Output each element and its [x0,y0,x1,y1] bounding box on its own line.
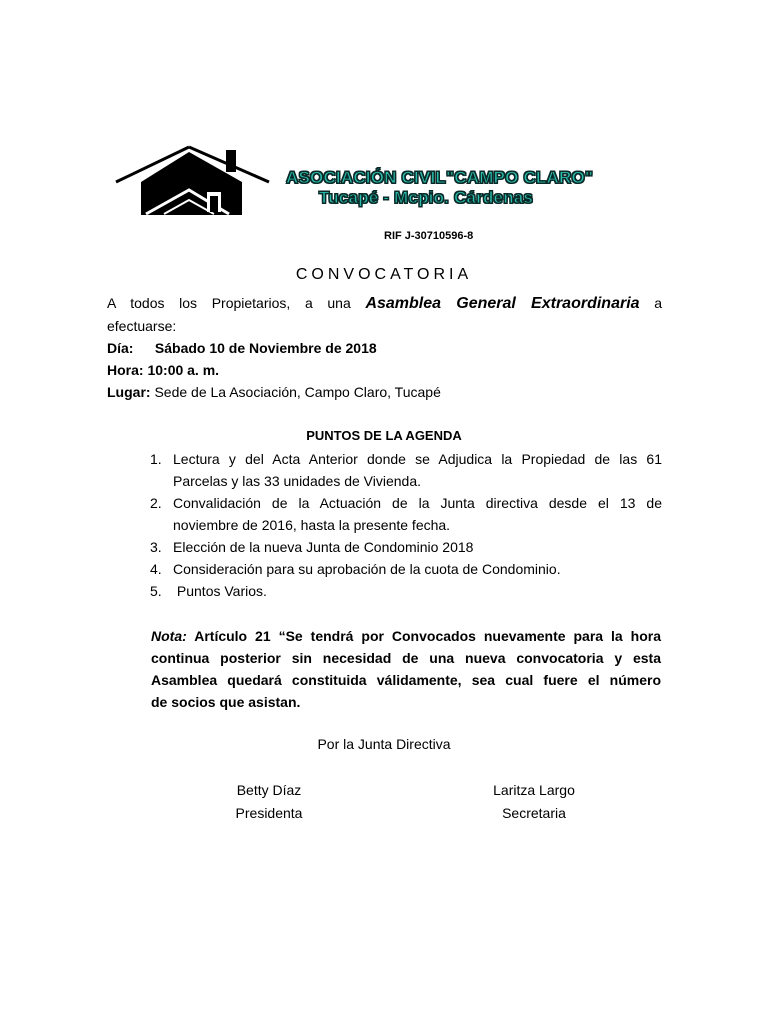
note-line-1 [151,625,661,647]
intro-line-2: efectuarse: [107,318,177,334]
note-line-4: de socios que asistan. [151,694,301,710]
agenda-title: PUNTOS DE LA AGENDA [306,428,462,443]
signatory-name: Laritza Largo [493,782,575,798]
signature-president [169,779,369,825]
agenda-item [150,536,662,558]
rif-number: RIF J-30710596-8 [384,230,474,242]
agenda-item-text: Lectura y del Acta Anterior donde se Adjudica la Propiedad de las 61 [173,451,662,467]
agenda-item [150,492,662,536]
agenda-item-text: Consideración para su aprobación de la cuota de Condominio. [173,561,561,577]
time-label: Hora: [107,362,144,378]
org-name-line-2: Tucapé - Mcpio. Cárdenas [318,188,534,207]
date-value: Sábado 10 de Noviembre de 2018 [154,340,377,356]
organization-name [286,168,594,208]
note-label: Nota: [151,628,187,644]
place-row [107,381,662,403]
signatory-name: Betty Díaz [236,782,302,798]
agenda-item-text: Parcelas y las 33 unidades de Vivienda. [173,473,422,489]
agenda-item-text: Puntos Varios. [173,583,267,599]
intro-post: a [654,295,663,311]
agenda-item-number: 2. [150,495,162,511]
agenda-item [150,448,662,492]
org-name-line-1: ASOCIACIÓN CIVIL"CAMPO CLARO" [286,168,594,187]
agenda-item [150,558,662,580]
house-logo [114,144,274,218]
date-label: Día: [107,340,134,356]
time-row [107,359,662,381]
agenda-item [150,580,662,602]
agenda-item-text: noviembre de 2016, hasta la presente fecha. [173,517,451,533]
place-value: Sede de La Asociación, Campo Claro, Tucapé [154,384,441,400]
intro-line-1 [107,292,662,315]
date-row [107,337,662,359]
time-value: 10:00 a. m. [147,362,220,378]
agenda-list [150,448,662,602]
agenda-item-number: 1. [150,451,162,467]
note-line-3: Asamblea quedará constituida válidamente, sea cual fuere el número [151,672,661,688]
document-title: CONVOCATORIA [295,266,473,283]
agenda-item-text: Elección de la nueva Junta de Condominio 2018 [173,539,474,555]
signoff: Por la Junta Directiva [317,736,451,752]
intro-pre: A todos los Propietarios, a una [107,295,351,311]
agenda-item-number: 4. [150,561,162,577]
agenda-item-text: Convalidación de la Actuación de la Junta directiva desde el 13 de [173,495,662,511]
assembly-type: Asamblea General Extraordinaria [365,295,640,312]
note-text: Artículo 21 “Se tendrá por Convocados nuevamente para la hora [194,628,661,644]
signatory-role: Presidenta [235,805,303,821]
agenda-item-number: 3. [150,539,162,555]
note-block [151,625,661,713]
note-line-2: continua posterior sin necesidad de una nueva convocatoria y esta [151,650,661,666]
agenda-item-number: 5. [150,583,162,599]
signatory-role: Secretaria [502,805,566,821]
signature-secretary [434,779,634,825]
place-label: Lugar: [107,384,151,400]
